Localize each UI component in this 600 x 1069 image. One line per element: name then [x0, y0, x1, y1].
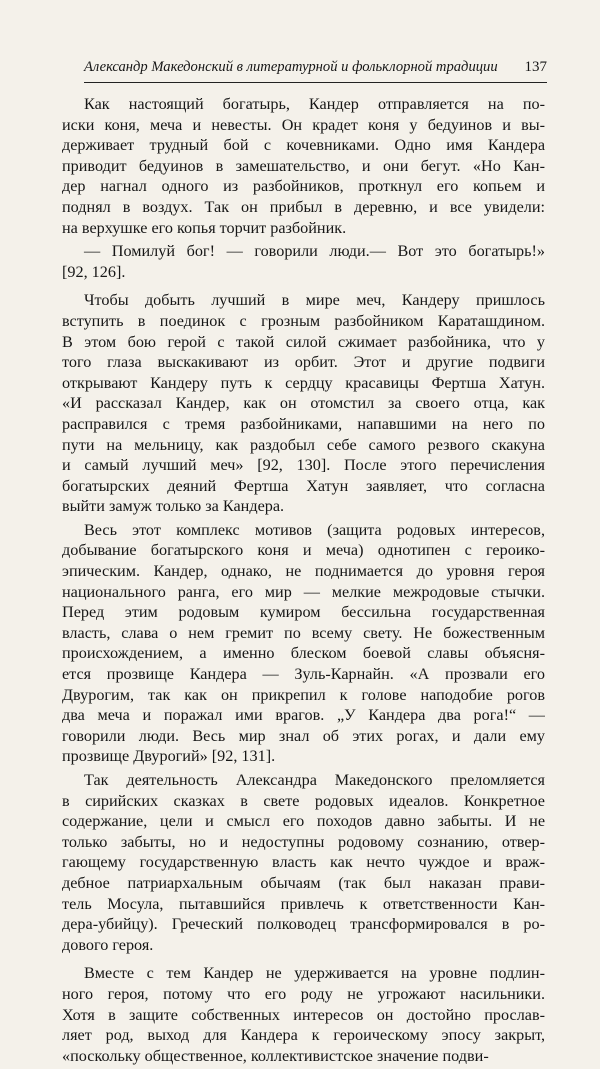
header-rule	[84, 82, 547, 83]
text-line: Как настоящий богатырь, Кандер отправляется на по-	[84, 95, 545, 113]
text-line: дебное патриархальным обычаям (так был наказан прави-	[62, 873, 545, 892]
text-line: поднял в воздух. Так он прибыл в деревню, и все увидели:	[62, 197, 545, 216]
text-line: вступить в поединок с грозным разбойником Караташдином.	[62, 311, 545, 330]
text-line: содержание, цели и смысл его походов давно забыты. И не	[62, 812, 545, 831]
page-number: 137	[524, 59, 547, 75]
text-line: ется прозвище Кандера — Зуль-Карнайн. «А прозвали его	[62, 665, 545, 684]
text-line: гающему государственную власть как нечто чуждое и враж-	[62, 853, 545, 872]
text-line: «поскольку общественное, коллективистское значение подви-	[62, 1046, 489, 1065]
text-line: только забыты, но и недоступны родовому сознанию, отвер-	[62, 832, 545, 851]
text-line: расправился с тремя разбойниками, напавшими на него по	[62, 414, 545, 433]
text-line: власть, слава о нем гремит по всему свету. Не божественным	[62, 623, 545, 642]
text-line: тель Мосула, пытавшийся привлечь к ответственности Кан-	[62, 894, 545, 913]
text-line: Хотя в защите собственных интересов он достойно прослав-	[62, 1005, 545, 1024]
text-line: и самый лучший меч» [92, 130]. После этого перечисления	[62, 456, 545, 475]
text-line: добывание богатырского коня и меча) однотипен с героико-	[62, 541, 545, 560]
paragraph	[62, 963, 545, 1066]
text-line: национального ранга, его мир — мелкие межродовые стычки.	[62, 582, 545, 601]
text-line: дер нагнал одного из разбойников, проткнул его копьем и	[62, 177, 545, 196]
text-line: держивает трудный бой с кочевниками. Одно имя Кандера	[62, 136, 545, 155]
text-line: Двурогим, так как он прикрепил к голове наподобие рогов	[62, 685, 545, 704]
text-line: открывают Кандеру путь к сердцу красавицы Фертша Хатун.	[62, 373, 545, 392]
text-line: приводит бедуинов в замешательство, и они бегут. «Но Кан-	[62, 156, 545, 175]
paragraph	[62, 770, 545, 955]
paragraph	[62, 241, 545, 282]
text-line: [92, 126].	[62, 262, 126, 281]
paragraph	[62, 290, 545, 517]
text-line: ного героя, потому что его роду не угрожают насильники.	[62, 984, 545, 1003]
text-line: ляет род, выход для Кандера к героическому эпосу закрыт,	[62, 1026, 545, 1045]
text-line: два меча и поражал ими врагов. „У Кандера два рога!“ —	[62, 706, 545, 725]
text-line: иски коня, меча и невесты. Он крадет коня у бедуинов и вы-	[62, 115, 545, 134]
text-line: прозвище Двурогий» [92, 131].	[62, 747, 276, 766]
text-line: на верхушке его копья торчит разбойник.	[62, 218, 347, 237]
text-line: богатырских деяний Фертша Хатун заявляет, что согласна	[62, 476, 545, 495]
text-line: говорили люди. Весь мир знал об этих рогах, и дали ему	[62, 726, 545, 745]
paragraph	[62, 94, 545, 238]
text-line: эпическим. Кандер, однако, не поднимается до уровня героя	[62, 562, 545, 581]
text-line: Чтобы добыть лучший в мире меч, Кандеру пришлось	[84, 291, 545, 310]
text-line: — Помилуй бог! — говорили люди.— Вот это богатырь!»	[84, 242, 545, 261]
text-line: Вместе с тем Кандер не удерживается на уровне подлин-	[84, 964, 545, 983]
text-line: Перед этим родовым кумиром бессильна государственная	[62, 603, 545, 622]
paragraph	[62, 520, 545, 767]
text-line: Так деятельность Александра Македонского преломляется	[84, 771, 545, 789]
text-line: происхождением, а именно блеском боевой славы объясня-	[62, 644, 545, 663]
text-line: дового героя.	[62, 935, 154, 954]
text-line: Весь этот комплекс мотивов (защита родовых интересов,	[84, 520, 545, 539]
text-line: в сирийских сказках в свете родовых идеалов. Конкретное	[62, 791, 545, 810]
text-line: выйти замуж только за Кандера.	[62, 497, 285, 516]
running-title: Александр Македонский в литературной и фольклорной традиции	[84, 59, 498, 75]
text-line: того глаза выскакивают из орбит. Этот и другие подвиги	[62, 353, 545, 372]
text-line: В этом бою герой с такой силой сжимает разбойника, что у	[62, 332, 545, 351]
body-text	[62, 94, 545, 1069]
running-header	[84, 58, 547, 76]
text-line: «И рассказал Кандер, как он отомстил за своего отца, как	[62, 394, 545, 413]
text-line: пути на мельницу, как раздобыл себе самого резвого скакуна	[62, 435, 545, 454]
text-line: дера-убийцу). Греческий полководец трансформировался в ро-	[62, 915, 545, 934]
